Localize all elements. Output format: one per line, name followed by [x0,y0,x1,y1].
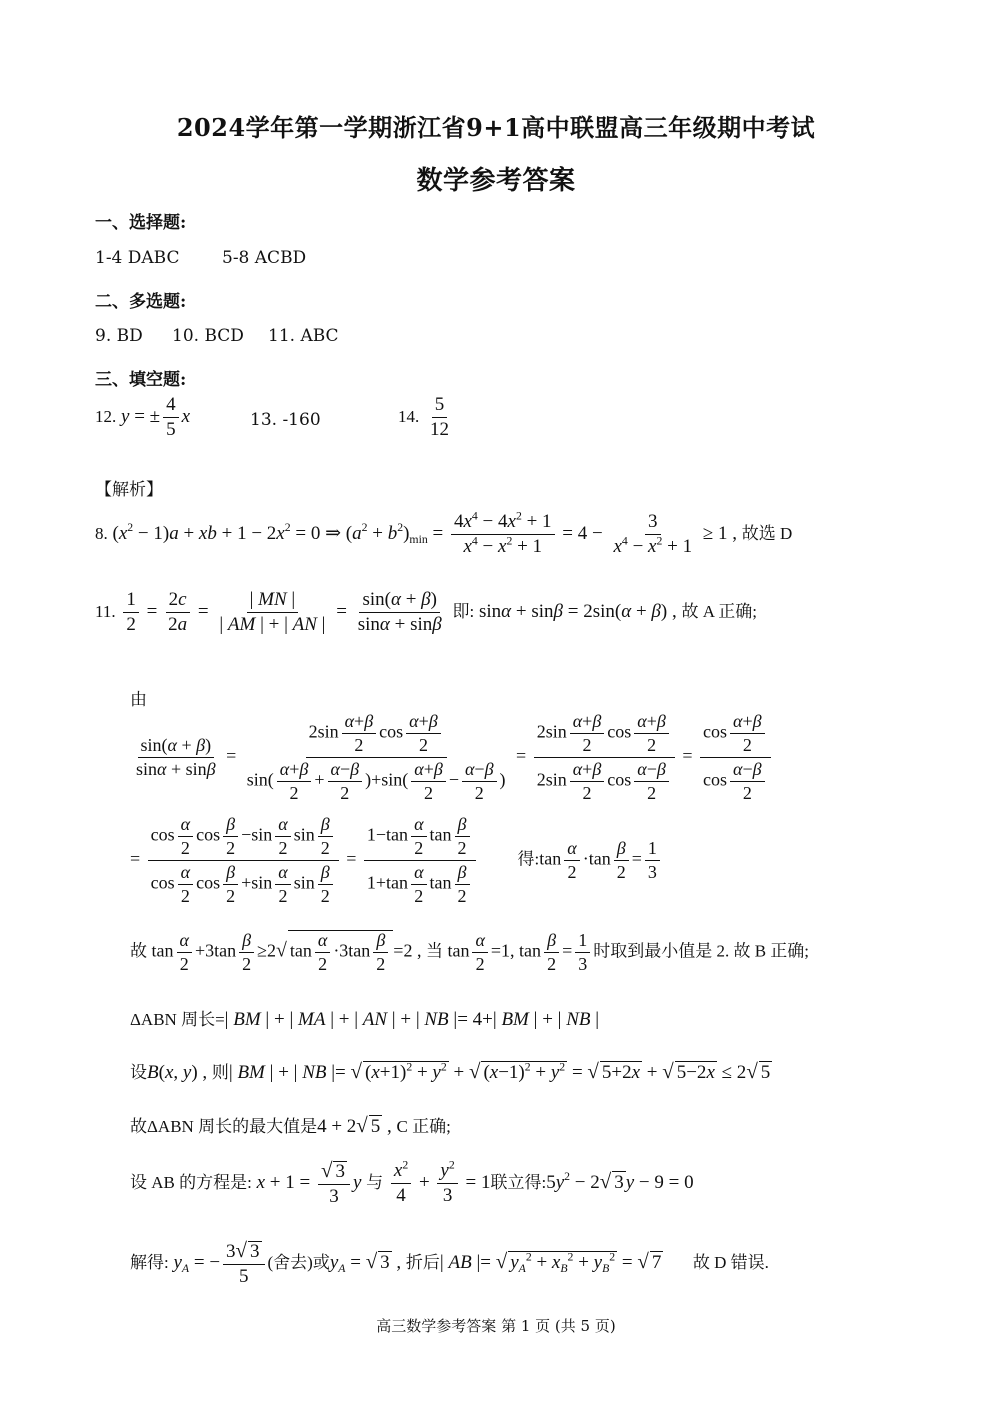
page-footer: 高三数学参考答案 第 1 页 (共 5 页) [376,1317,616,1335]
solution-11-B: 故 tan $\frac{\alpha}{2}$ +3tan $\frac{\beta}{2}$ ≥2√ tan $\frac{\alpha}{2}$ ·3tan $\frac{\beta}{2}$ =2 , 当 tan $\frac{\alpha}{2}$ =1, tan $\frac{\beta}{2}$ = $\frac{1}{3}$ 时取到最小值是 2. 故 B 正确; [130,930,810,974]
exam-title: 2024学年第一学期浙江省9+1高中联盟高三年级期中考试 [176,113,816,142]
answers-1-4: 1-4 DABC [95,248,180,268]
section-heading-choice: 一、选择题: [95,213,187,233]
analysis-label: 【解析】 [95,480,163,500]
answer-13: 13. -160 [250,410,321,430]
answer-12: 12. y = ± $\frac{4}{5}$ x [95,394,191,440]
answer-14: 14. $\frac{5}{12}$ [398,394,449,440]
solution-11-C-setup: 设B(x, y) , 则| BM | + | NB |= √ $(x+1)^2 + y^2$ + √ $(x-1)^2 + y^2$ = √ 5+2x + √ 5−2x ≤ 2√ 5 [130,1059,771,1083]
solution-11-D: 解得: $y_A$ = − $\frac{3√ 3}{5}$ (舍去)或$y_A$ = √ 3 , 折后| AB |= √ $y_A^2 + x_B^2 + y_B^2$ = √ 7 故 D 错误. [130,1238,769,1287]
solution-11-derivation-1: $\frac{\sin(\alpha + \beta)}{\sin\alpha + \sin\beta}$ = 2sin $\frac{\alpha+\beta}{2}$ cos $\frac{\alpha+\beta}{2}$ sin( $\frac{\alpha+\beta}{2}$ + $\frac{\alpha-\beta}{2}$ )+sin( $\frac{\alpha+\beta}{2}$ − $\frac{\alpha-\beta}{2}$ ) = 2sin $\frac{\alpha+\beta}{2}$ cos $\frac{\alpha+\beta}{2}$ 2sin $\frac{\alpha+\beta}{2}$ cos $\frac{\alpha-\beta}{2}$ = cos $\frac{\alpha+\beta}{2}$ cos $\frac{\alpha-\beta}{2}$ [130,712,774,803]
solution-11-line1: 11. $\frac{1}{2}$ = $\frac{2c}{2a}$ = $\frac{| MN |}{| AM | + | AN |}$ = $\frac{\sin(\alpha + \beta)}{\sin\alpha + \sin\beta}$ 即: sinα + sinβ = 2sin(α + β) , 故 A 正确; [95,589,758,635]
answer-subtitle: 数学参考答案 [416,166,576,196]
solution-11-derivation-2: = cos $\frac{\alpha}{2}$ cos $\frac{\beta}{2}$ −sin $\frac{\alpha}{2}$ sin $\frac{\beta}{2}$ cos $\frac{\alpha}{2}$ cos $\frac{\beta}{2}$ +sin $\frac{\alpha}{2}$ sin $\frac{\beta}{2}$ = 1−tan $\frac{\alpha}{2}$ tan $\frac{\beta}{2}$ 1+tan $\frac{\alpha}{2}$ tan $\frac{\beta}{2}$ 得:tan $\frac{\alpha}{2}$ ·tan $\frac{\beta}{2}$ = $\frac{1}{3}$ [130,815,663,906]
solution-8: 8. $(x^2 - 1)a$ + xb + $1 - 2x^2 = 0$ ⇒ $(a^2 + b^2)_{min}$ = $\frac{4x^4 - 4x^2 + 1}{x^4 - x^2 + 1}$ = 4 − $\frac{3}{x^4 - x^2 + 1}$ ≥ 1 , 故选 D [95,509,793,557]
solution-11-C: 故ΔABN 周长的最大值是4 + 2√ 5 , C 正确; [130,1113,451,1137]
text-you: 由 [130,690,147,710]
section-heading-multi: 二、多选题: [95,292,187,312]
section-heading-fill: 三、填空题: [95,370,187,390]
answer-11: 11. ABC [268,326,339,346]
solution-11-perimeter: ΔABN 周长=| BM | + | MA | + | AN | + | NB |= 4+| BM | + | NB | [130,1009,600,1030]
answer-10: 10. BCD [172,326,244,346]
solution-11-D-setup: 设 AB 的方程是: x + 1 = $\frac{√ 3}{3}$ y 与 $\frac{x^2}{4}$ + $\frac{y^2}{3}$ = 1联立得$:5y^2 - 2√$ 3 y − 9 = 0 [130,1158,694,1207]
answers-5-8: 5-8 ACBD [222,248,307,268]
answer-9: 9. BD [95,326,143,346]
